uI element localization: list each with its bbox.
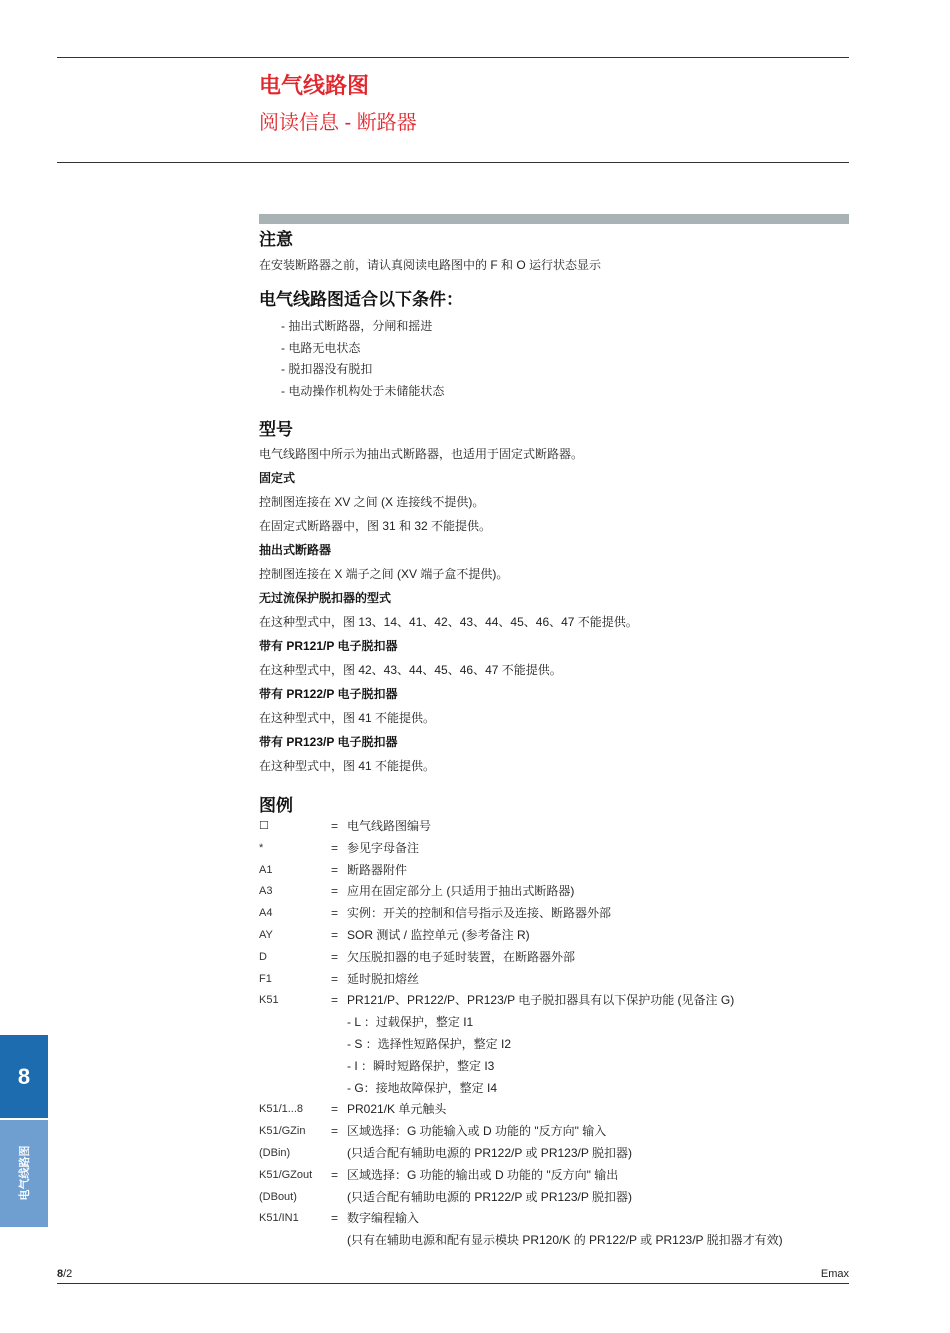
- legend-description: 断路器附件: [347, 862, 408, 877]
- legend-key: K51: [259, 994, 279, 1007]
- section-line: 在这种型式中，图 41 不能提供。: [259, 711, 436, 725]
- section-line: 在固定式断路器中，图 31 和 32 不能提供。: [259, 519, 492, 533]
- page-number-rest: /2: [63, 1268, 73, 1280]
- top-rule: [57, 57, 849, 58]
- brand-name: Emax: [820, 1268, 849, 1280]
- legend-description: 应用在固定部分上 (只适用于抽出式断路器): [347, 884, 575, 899]
- legend-equals: =: [331, 862, 339, 877]
- page-number: [57, 1268, 72, 1280]
- legend-key: A4: [259, 907, 273, 920]
- legend-description: 电气线路图编号: [347, 819, 432, 833]
- footer-rule: [57, 1283, 849, 1284]
- legend-description: 区域选择：G 功能的输出或 D 功能的 "反方向" 输出: [347, 1167, 619, 1182]
- legend-key: (DBout): [259, 1190, 297, 1203]
- section-line: 控制图连接在 XV 之间 (X 连接线不提供)。: [259, 495, 485, 509]
- legend-row: [259, 1230, 849, 1252]
- legend-row: [259, 969, 849, 991]
- list-item: - 脱扣器没有脱扣: [281, 362, 373, 376]
- section-title: 无过流保护脱扣器的型式: [259, 591, 392, 605]
- legend-row: [259, 925, 849, 947]
- legend-row: [259, 1012, 849, 1034]
- legend-key: K51/GZin: [259, 1125, 306, 1138]
- legend-key: AY: [259, 928, 273, 941]
- legend-equals: =: [331, 1102, 339, 1117]
- legend-equals: =: [331, 927, 339, 942]
- legend-equals: =: [331, 906, 339, 921]
- section-title: 抽出式断路器: [259, 543, 332, 557]
- legend-equals: =: [331, 884, 339, 899]
- main-content: [259, 226, 849, 818]
- legend-heading: 图例: [259, 796, 293, 815]
- section-line: 在这种型式中，图 42、43、44、45、46、47 不能提供。: [259, 663, 562, 677]
- legend-key: A1: [259, 863, 273, 876]
- conditions-heading: 电气线路图适合以下条件：: [259, 290, 463, 309]
- legend-key: K51/GZout: [259, 1168, 313, 1181]
- legend-description: - G：接地故障保护，整定 I4: [347, 1080, 498, 1095]
- legend-equals: =: [331, 1167, 339, 1182]
- legend-row: [259, 838, 849, 860]
- notice-heading: 注意: [259, 230, 293, 249]
- legend-description: SOR 测试 / 监控单元 (参考备注 R): [347, 927, 530, 942]
- legend-row: [259, 1121, 849, 1143]
- legend-row: [259, 990, 849, 1012]
- page-subtitle: 阅读信息 - 断路器: [259, 112, 417, 134]
- conditions-list: [259, 316, 849, 402]
- legend-equals: =: [331, 949, 339, 964]
- legend-description: (只适合配有辅助电源的 PR122/P 或 PR123/P 脱扣器): [347, 1145, 632, 1160]
- legend-row: [259, 816, 849, 838]
- legend-description: (只有在辅助电源和配有显示模块 PR120/K 的 PR122/P 或 PR123/P 脱扣器才有效): [347, 1233, 783, 1248]
- legend-description: PR121/P、PR122/P、PR123/P 电子脱扣器具有以下保护功能 (见备注 G): [347, 993, 735, 1008]
- legend-row: [259, 881, 849, 903]
- page-title: 电气线路图: [259, 73, 370, 98]
- legend-row: [259, 1056, 849, 1078]
- legend-description: 数字编程输入: [347, 1211, 420, 1226]
- legend-row: [259, 1208, 849, 1230]
- section-line: 在这种型式中，图 13、14、41、42、43、44、45、46、47 不能提供。: [259, 615, 638, 629]
- legend-description: (只适合配有辅助电源的 PR122/P 或 PR123/P 脱扣器): [347, 1189, 632, 1204]
- legend-description: - I ：瞬时短路保护，整定 I3: [347, 1058, 495, 1073]
- legend-equals: =: [331, 819, 339, 833]
- legend-row: [259, 903, 849, 925]
- legend-key: D: [259, 950, 267, 963]
- header-bottom-rule: [57, 162, 849, 163]
- list-item: - 电动操作机构处于未储能状态: [281, 383, 445, 398]
- legend-equals: =: [331, 1211, 339, 1226]
- legend-equals: =: [331, 993, 339, 1008]
- legend-row: [259, 860, 849, 882]
- legend-key: K51/IN1: [259, 1212, 299, 1225]
- legend-description: - S ：选择性短路保护，整定 I2: [347, 1036, 512, 1051]
- section-title: 带有 PR123/P 电子脱扣器: [259, 735, 398, 749]
- legend-table: [259, 816, 849, 1252]
- section-title: 固定式: [259, 471, 296, 485]
- section-title: 带有 PR122/P 电子脱扣器: [259, 687, 398, 701]
- list-item: - 电路无电状态: [281, 340, 361, 355]
- chapter-label-tab[interactable]: [0, 1120, 48, 1227]
- legend-description: 延时脱扣熔丝: [347, 971, 420, 986]
- chapter-number-tab[interactable]: 8: [0, 1035, 48, 1118]
- legend-equals: =: [331, 840, 339, 855]
- legend-key: ☐: [259, 820, 269, 832]
- legend-description: - L ：过载保护，整定 I1: [347, 1015, 474, 1030]
- legend-key: *: [259, 841, 264, 854]
- legend-equals: =: [331, 971, 339, 986]
- legend-description: 实例：开关的控制和信号指示及连接、断路器外部: [347, 906, 612, 921]
- chapter-label: 电气线路图: [19, 1145, 31, 1201]
- section-line: 控制图连接在 X 端子之间 (XV 端子盒不提供)。: [259, 567, 509, 581]
- list-item: - 抽出式断路器，分闸和摇进: [281, 319, 433, 333]
- legend-row: [259, 1143, 849, 1165]
- legend-row: [259, 1034, 849, 1056]
- legend-key: A3: [259, 885, 273, 898]
- legend-row: [259, 1165, 849, 1187]
- legend-key: F1: [259, 972, 272, 985]
- legend-description: 参见字母备注: [347, 840, 420, 855]
- page-number-bold: 8: [57, 1268, 64, 1280]
- legend-description: 欠压脱扣器的电子延时装置，在断路器外部: [347, 949, 576, 964]
- legend-description: PR021/K 单元触头: [347, 1102, 447, 1117]
- legend-row: [259, 1099, 849, 1121]
- legend-row: [259, 1078, 849, 1100]
- section-line: 在这种型式中，图 41 不能提供。: [259, 759, 436, 773]
- notice-text: 在安装断路器之前，请认真阅读电路图中的 F 和 O 运行状态显示: [259, 258, 602, 272]
- model-heading: 型号: [259, 420, 293, 439]
- model-intro: 电气线路图中所示为抽出式断路器，也适用于固定式断路器。: [259, 447, 584, 461]
- legend-equals: =: [331, 1124, 339, 1139]
- legend-key: K51/1...8: [259, 1103, 304, 1116]
- legend-row: [259, 947, 849, 969]
- section-title: 带有 PR121/P 电子脱扣器: [259, 639, 398, 653]
- legend-row: [259, 1187, 849, 1209]
- section-bar: [259, 214, 849, 224]
- legend-key: (DBin): [259, 1146, 291, 1159]
- legend-description: 区域选择：G 功能输入或 D 功能的 "反方向" 输入: [347, 1124, 607, 1139]
